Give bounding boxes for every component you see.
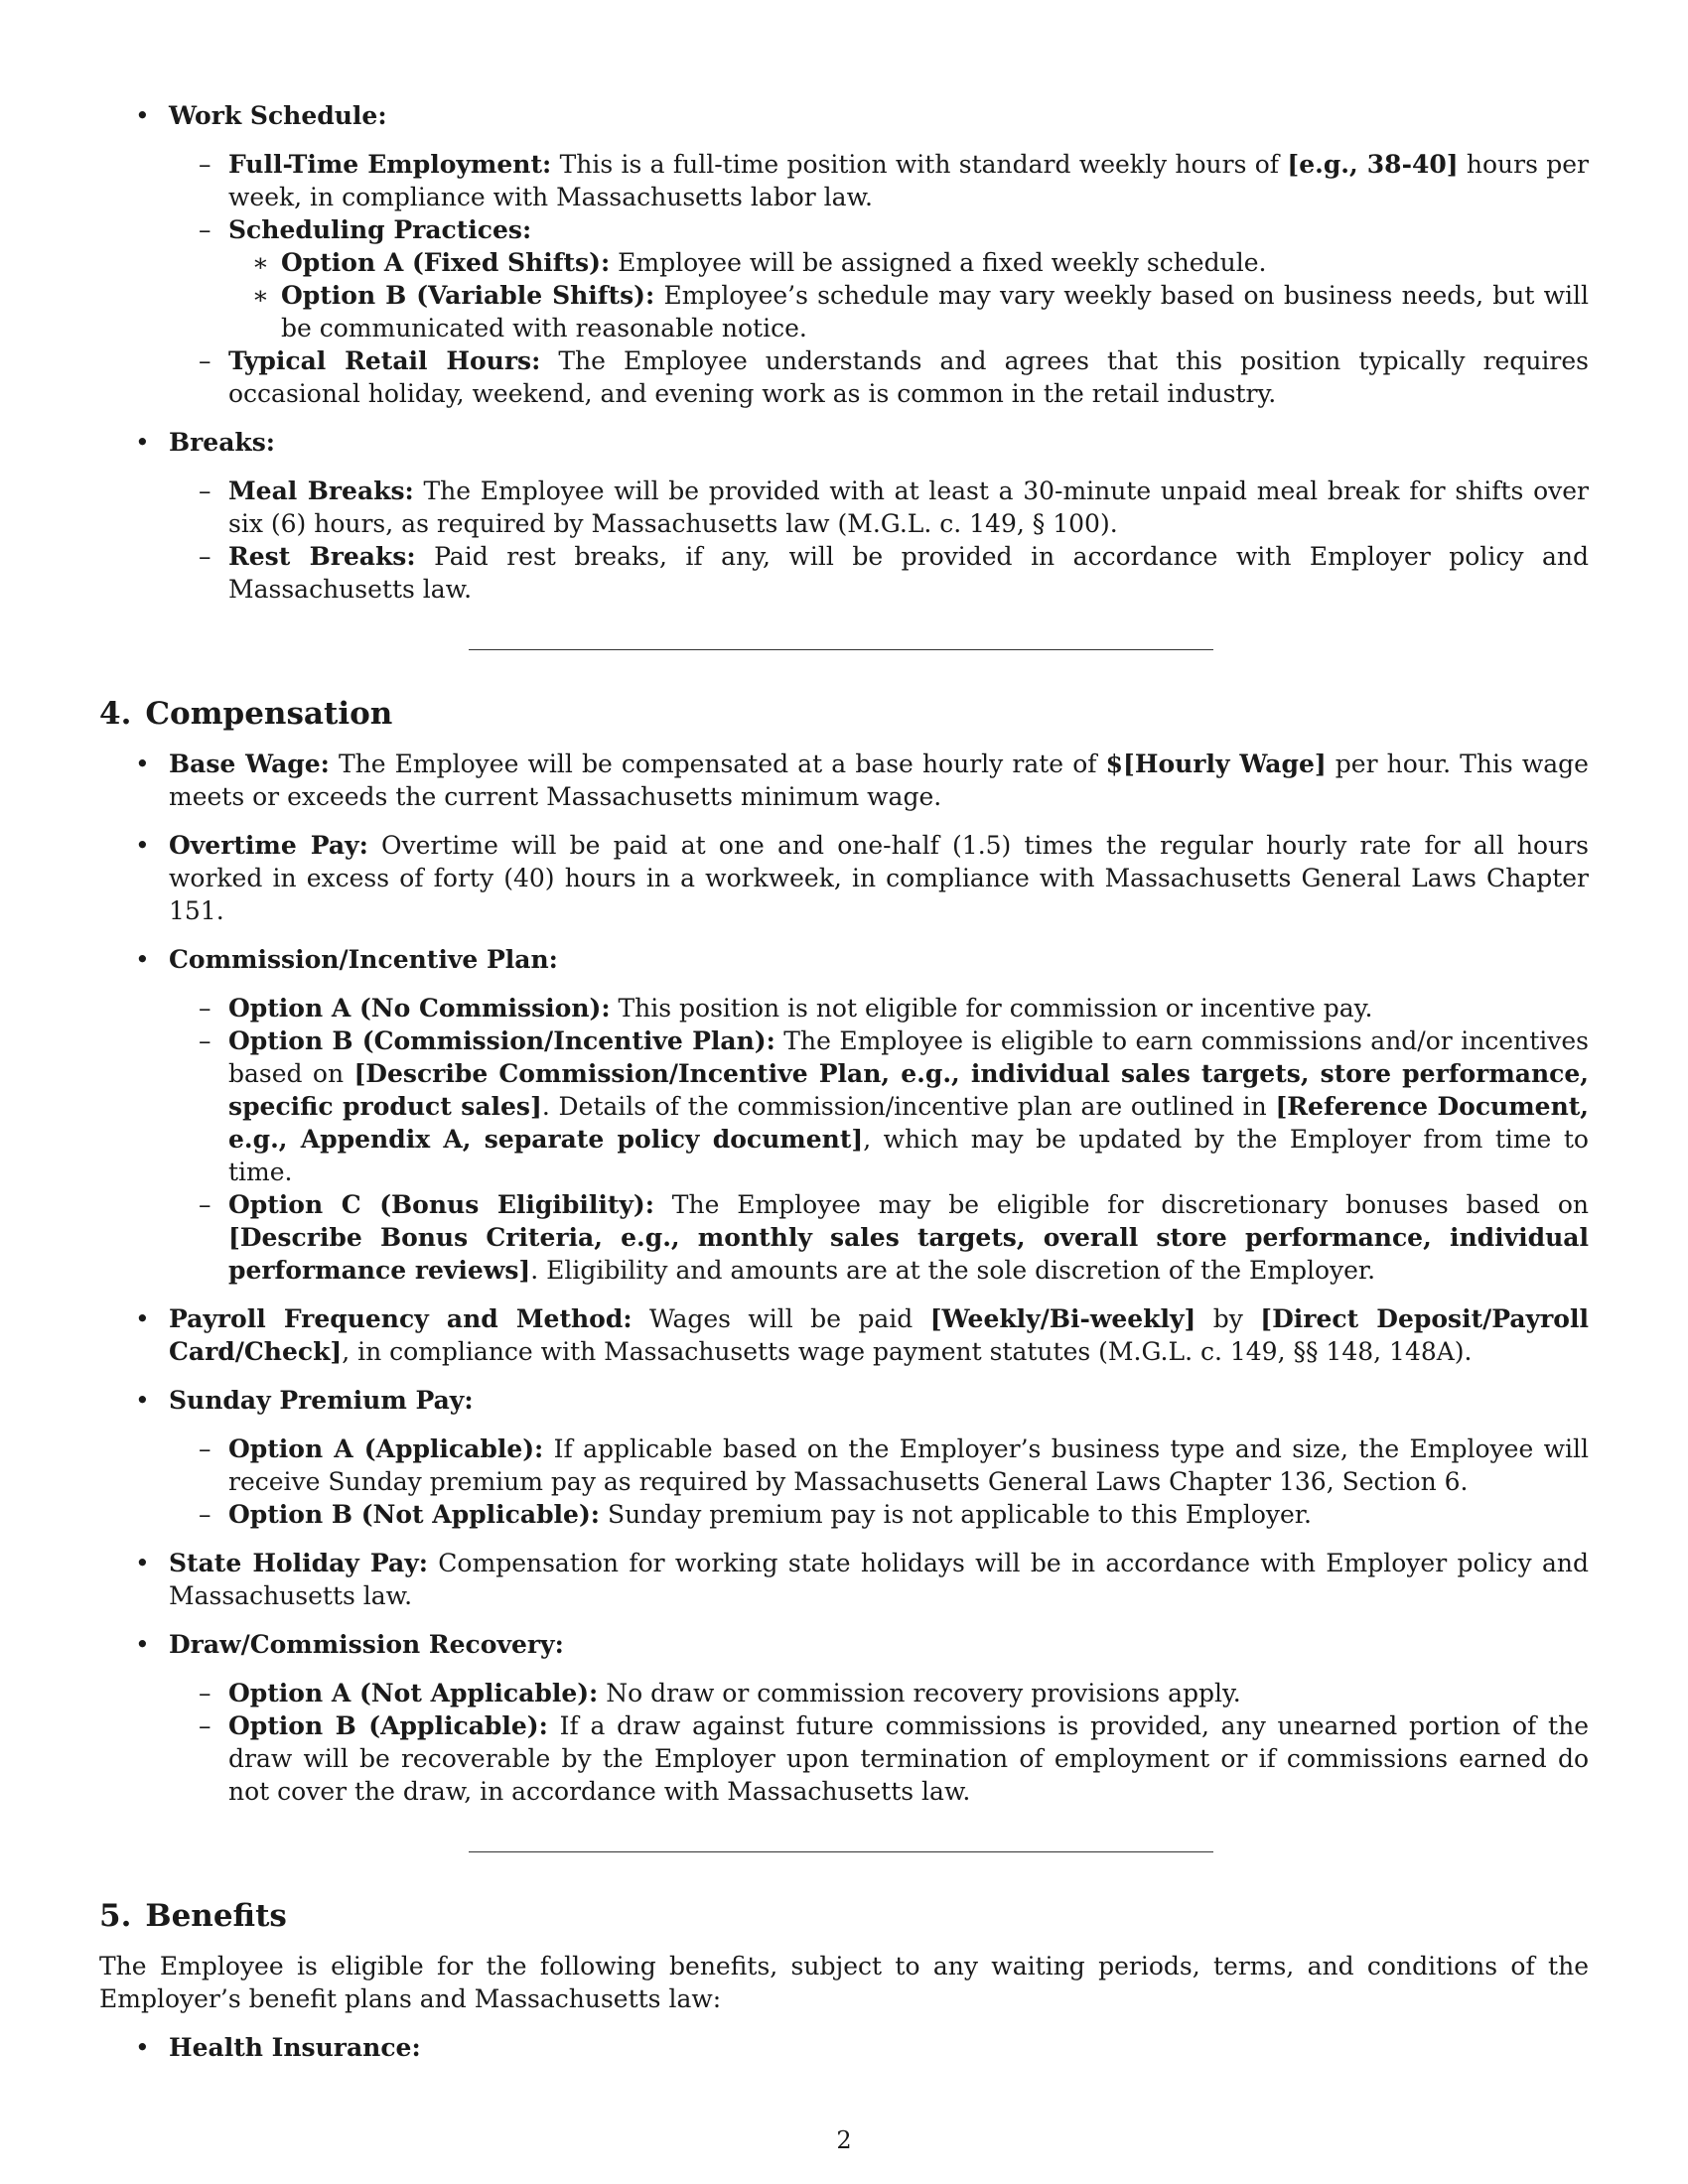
bullet-icon: • <box>135 1304 150 1333</box>
bullet-icon: • <box>135 945 150 974</box>
section-title-compensation: 4. Compensation <box>99 696 393 732</box>
bullet-icon: • <box>135 1549 150 1577</box>
bullet-icon: • <box>135 750 150 778</box>
asterisk-icon: ∗ <box>252 281 269 310</box>
dash-icon: – <box>199 1679 211 1707</box>
draw-option-a: – Option A (Not Applicable): No draw or commission recovery provisions apply. <box>199 1679 1241 1707</box>
scheduling-item: – Scheduling Practices: <box>199 215 532 244</box>
base-wage-item: • Base Wage: The Employee will be compensated at a base hourly rate of $[Hourly Wage] per hour. This wage meets or exceeds the current Massachusetts minimum wage. <box>135 750 1589 811</box>
sunday-option-b: – Option B (Not Applicable): Sunday premium pay is not applicable to this Employer. <box>199 1500 1312 1529</box>
retail-hours-item: – Typical Retail Hours: The Employee understands and agrees that this position typically requires occasional holiday, weekend, and evening work as is common in the retail industry. <box>199 346 1590 408</box>
bullet-icon: • <box>135 101 150 130</box>
dash-icon: – <box>199 477 211 505</box>
dash-icon: – <box>199 150 211 179</box>
bullet-icon: • <box>135 1630 150 1659</box>
bullet-icon: • <box>135 831 150 860</box>
commission-item: • Commission/Incentive Plan: <box>135 945 558 974</box>
breaks-item: • Breaks: <box>135 428 276 457</box>
scheduling-option-a: ∗ Option A (Fixed Shifts): Employee will be assigned a fixed weekly schedule. <box>252 248 1267 277</box>
asterisk-icon: ∗ <box>252 248 269 277</box>
commission-option-c: – Option C (Bonus Eligibility): The Employee may be eligible for discretionary bonuses based on [Describe Bonus Criteria, e.g., monthly sales targets, overall store performance, individual performance reviews]. Eligibility and amounts are at the sole discretion of the Employer. <box>199 1190 1589 1285</box>
draw-recovery-item: • Draw/Commission Recovery: <box>135 1630 564 1659</box>
section-divider <box>469 649 1213 650</box>
dash-icon: – <box>199 542 211 571</box>
dash-icon: – <box>199 1026 211 1055</box>
dash-icon: – <box>199 215 211 244</box>
work-schedule-item <box>99 99 1589 132</box>
draw-option-b: – Option B (Applicable): If a draw against future commissions is provided, any unearned portion of the draw will be recoverable by the Employer upon termination of employment or if commissions earned do not cover the draw, in accordance with Massachusetts law. <box>199 1711 1589 1806</box>
dash-icon: – <box>199 994 211 1023</box>
bullet-icon: • <box>135 428 150 457</box>
page-number: 2 <box>836 2126 852 2154</box>
section-divider <box>469 1851 1213 1852</box>
dash-icon: – <box>199 1500 211 1529</box>
commission-option-a: – Option A (No Commission): This position is not eligible for commission or incentive pay. <box>199 994 1373 1023</box>
rest-breaks-item: – Rest Breaks: Paid rest breaks, if any, will be provided in accordance with Employer policy and Massachusetts law. <box>199 542 1589 604</box>
dash-icon: – <box>199 1190 211 1219</box>
dash-icon: – <box>199 1711 211 1740</box>
sunday-option-a: – Option A (Applicable): If applicable based on the Employer’s business type and size, the Employee will receive Sunday premium pay as required by Massachusetts General Laws Chapter 136, Section 6. <box>199 1434 1589 1496</box>
dash-icon: – <box>199 1434 211 1463</box>
section-title-benefits: 5. Benefits <box>99 1898 287 1934</box>
work-schedule-label: Work Schedule: <box>169 101 387 130</box>
scheduling-option-b: ∗ Option B (Variable Shifts): Employee’s schedule may vary weekly based on business needs, but will be communicated with reasonable notice. <box>252 281 1590 342</box>
holiday-pay-item: • State Holiday Pay: Compensation for working state holidays will be in accordance with Employer policy and Massachusetts law. <box>135 1549 1589 1610</box>
document-page <box>99 99 1589 2064</box>
health-insurance-item: • Health Insurance: <box>135 2033 421 2062</box>
meal-breaks-item: – Meal Breaks: The Employee will be provided with at least a 30-minute unpaid meal break for shifts over six (6) hours, as required by Massachusetts law (M.G.L. c. 149, § 100). <box>199 477 1589 538</box>
payroll-item: • Payroll Frequency and Method: Wages will be paid [Weekly/Bi-weekly] by [Direct Deposit/Payroll Card/Check], in compliance with Massachusetts wage payment statutes (M.G.L. c. 149, §§ 148, 148A). <box>135 1304 1589 1366</box>
benefits-intro: The Employee is eligible for the following benefits, subject to any waiting periods, terms, and conditions of the Employer’s benefit plans and Massachusetts law: <box>99 1952 1589 2013</box>
full-time-item: – Full-Time Employment: This is a full-time position with standard weekly hours of [e.g., 38-40] hours per week, in compliance with Massachusetts labor law. <box>199 150 1589 211</box>
bullet-icon: • <box>135 2033 150 2062</box>
dash-icon: – <box>199 346 211 375</box>
commission-option-b: – Option B (Commission/Incentive Plan): The Employee is eligible to earn commissions and/or incentives based on [Describe Commission/Incentive Plan, e.g., individual sales targets, store performance, specific product sales]. Details of the commission/incentive plan are outlined in [Reference Document, e.g., Appendix A, separate policy document], which may be updated by the Employer from time to time. <box>199 1026 1590 1186</box>
sunday-premium-item: • Sunday Premium Pay: <box>135 1386 474 1415</box>
overtime-item: • Overtime Pay: Overtime will be paid at one and one-half (1.5) times the regular hourly rate for all hours worked in excess of forty (40) hours in a workweek, in compliance with Massachusetts General Laws Chapter 151. <box>135 831 1589 925</box>
bullet-icon: • <box>135 1386 150 1415</box>
